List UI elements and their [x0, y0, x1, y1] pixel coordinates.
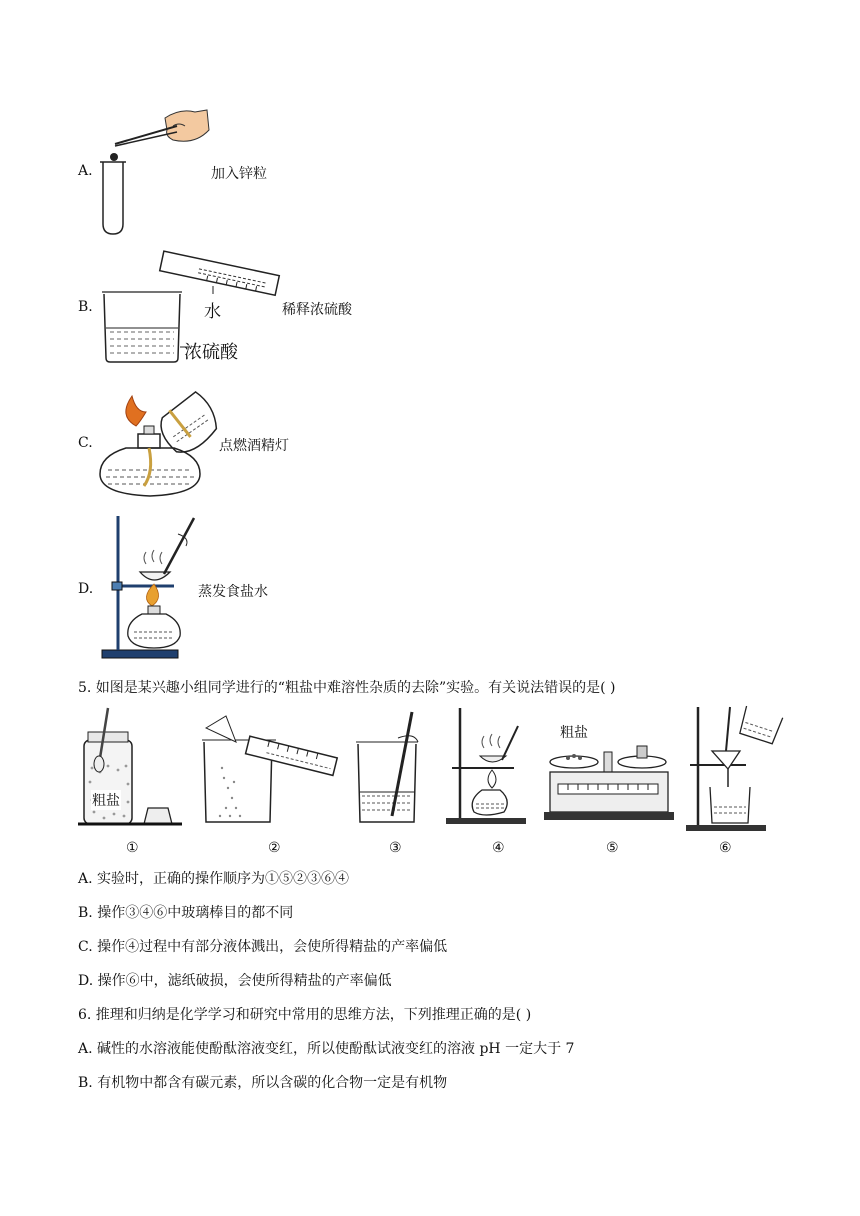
q6-option-b: B. 有机物中都含有碳元素，所以含碳的化合物一定是有机物 — [78, 1075, 448, 1091]
figure-label-2: ② — [268, 840, 281, 856]
figure-step-3-stir — [352, 708, 432, 828]
question-5-stem: 5. 如图是某兴趣小组同学进行的“粗盐中难溶性杂质的去除”实验。有关说法错误的是( ) — [78, 680, 616, 696]
option-a-letter: A. — [78, 163, 93, 179]
figure-label-6: ⑥ — [719, 840, 732, 856]
figure-step-6-filter — [686, 703, 786, 833]
option-d-letter: D. — [78, 581, 94, 597]
alcohol-lamp-illustration — [96, 382, 226, 502]
jar-label: 粗盐 — [91, 790, 121, 810]
option-b-caption: 稀释浓硫酸 — [282, 302, 352, 318]
option-a-caption: 加入锌粒 — [211, 166, 267, 182]
q5-option-c: C. 操作④过程中有部分液体溅出，会使所得精盐的产率偏低 — [78, 939, 448, 955]
question-6-stem: 6. 推理和归纳是化学学习和研究中常用的思维方法，下列推理正确的是( ) — [78, 1007, 532, 1023]
test-tube-zinc-illustration — [95, 100, 215, 240]
figure-step-1-jar — [78, 708, 188, 828]
figure-label-5: ⑤ — [606, 840, 619, 856]
option-b-letter: B. — [78, 299, 93, 315]
label-conc-acid: 浓硫酸 — [184, 342, 238, 363]
label-water: 水 — [204, 302, 221, 322]
option-d-caption: 蒸发食盐水 — [198, 584, 268, 600]
figure-label-3: ③ — [389, 840, 402, 856]
q6-option-a: A. 碱性的水溶液能使酚酞溶液变红，所以使酚酞试液变红的溶液 pH 一定大于 7 — [78, 1041, 575, 1057]
q5-option-a: A. 实验时，正确的操作顺序为①⑤②③⑥④ — [78, 871, 350, 887]
figure-label-1: ① — [126, 840, 139, 856]
figure-step-2-dissolve — [196, 708, 346, 828]
q5-option-b: B. 操作③④⑥中玻璃棒目的都不同 — [78, 905, 294, 921]
evaporation-illustration — [98, 512, 208, 662]
option-c-letter: C. — [78, 435, 93, 451]
figure-label-4: ④ — [492, 840, 505, 856]
figure-step-4-evaporate — [444, 708, 534, 828]
balance-label: 粗盐 — [560, 725, 588, 741]
q5-option-d: D. 操作⑥中，滤纸破损，会使所得精盐的产率偏低 — [78, 973, 392, 989]
option-c-caption: 点燃酒精灯 — [219, 438, 289, 454]
